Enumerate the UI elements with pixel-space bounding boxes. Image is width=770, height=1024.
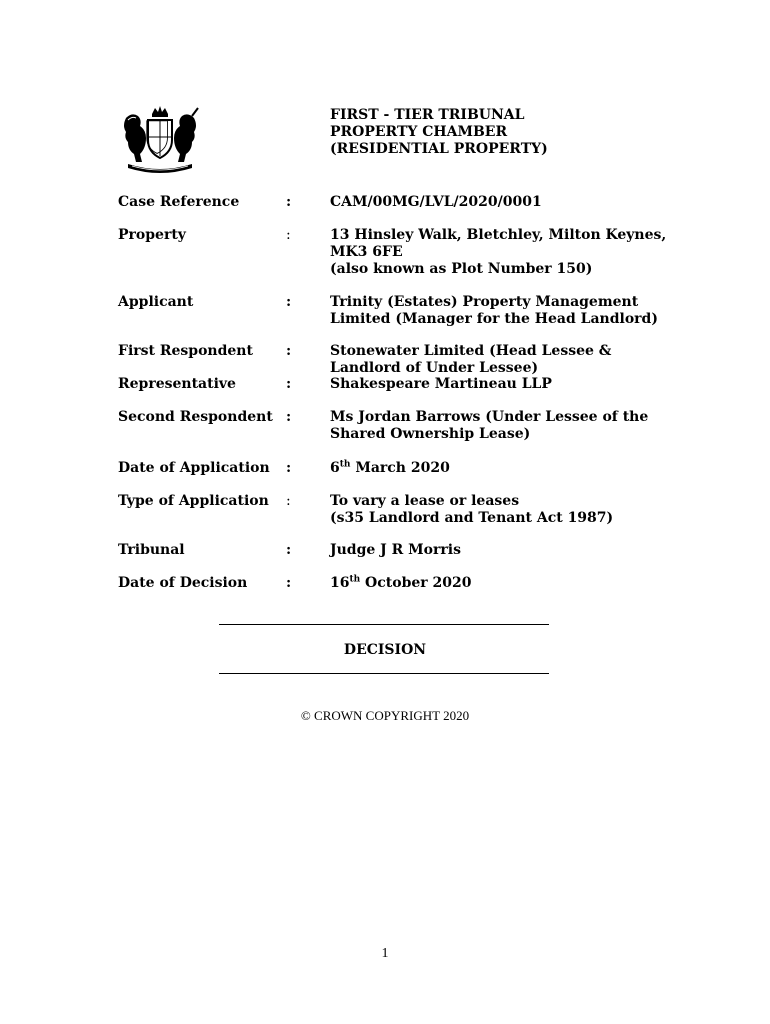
divider-bottom (219, 673, 549, 674)
divider-top (219, 624, 549, 625)
value-line: Shared Ownership Lease) (330, 426, 531, 442)
row-label: Property (118, 227, 186, 243)
date-day: 6 (330, 460, 340, 476)
row-label: Date of Decision (118, 575, 248, 591)
value-line: Stonewater Limited (Head Lessee & (330, 343, 612, 359)
tribunal-header (330, 107, 548, 158)
value-line: MK3 6FE (330, 244, 403, 260)
row-value (330, 542, 660, 559)
row-label: Tribunal (118, 542, 185, 558)
row-value (330, 460, 660, 477)
row-label: Type of Application (118, 493, 269, 509)
row-colon: : (286, 194, 292, 210)
date-suffix: th (339, 459, 351, 470)
value-line: CAM/00MG/LVL/2020/0001 (330, 194, 542, 210)
row-label: Applicant (118, 294, 194, 310)
row-colon: : (286, 227, 291, 243)
row-label: First Respondent (118, 343, 253, 359)
row-value (330, 343, 660, 377)
date-suffix: th (349, 574, 361, 585)
date-rest: March 2020 (350, 460, 450, 476)
row-label: Date of Application (118, 460, 270, 476)
value-line: Judge J R Morris (330, 542, 461, 558)
row-colon: : (286, 294, 292, 310)
row-value (330, 376, 660, 393)
row-value (330, 409, 660, 443)
value-line: (also known as Plot Number 150) (330, 261, 593, 277)
value-line: 13 Hinsley Walk, Bletchley, Milton Keynes, (330, 227, 667, 243)
row-value (330, 194, 660, 211)
row-colon: : (286, 409, 292, 425)
decision-heading: DECISION (343, 642, 427, 658)
row-value (330, 575, 660, 592)
row-value (330, 493, 660, 527)
copyright-notice: © CROWN COPYRIGHT 2020 (300, 708, 470, 723)
header-line-2: PROPERTY CHAMBER (330, 124, 508, 140)
row-colon: : (286, 343, 292, 359)
value-line: Trinity (Estates) Property Management (330, 294, 639, 310)
value-line: Limited (Manager for the Head Landlord) (330, 311, 658, 327)
row-value (330, 227, 667, 278)
page-number: 1 (381, 946, 389, 961)
header-line-3: (RESIDENTIAL PROPERTY) (330, 141, 548, 157)
value-line: To vary a lease or leases (330, 493, 520, 509)
value-line: Shakespeare Martineau LLP (330, 376, 552, 392)
row-colon: : (286, 493, 291, 509)
date-day: 16 (330, 575, 350, 591)
row-label: Second Respondent (118, 409, 273, 425)
value-line: Ms Jordan Barrows (Under Lessee of the (330, 409, 649, 425)
header-line-1: FIRST - TIER TRIBUNAL (330, 107, 525, 123)
row-colon: : (286, 575, 292, 591)
value-line: (s35 Landlord and Tenant Act 1987) (330, 510, 614, 526)
row-colon: : (286, 542, 292, 558)
row-value (330, 294, 660, 328)
date-rest: October 2020 (360, 575, 472, 591)
royal-coat-of-arms-icon (118, 104, 202, 174)
value-line (330, 460, 660, 477)
row-label: Representative (118, 376, 236, 392)
row-colon: : (286, 460, 292, 476)
row-colon: : (286, 376, 292, 392)
value-line (330, 575, 660, 592)
row-label: Case Reference (118, 194, 240, 210)
value-line: Landlord of Under Lessee) (330, 360, 539, 376)
